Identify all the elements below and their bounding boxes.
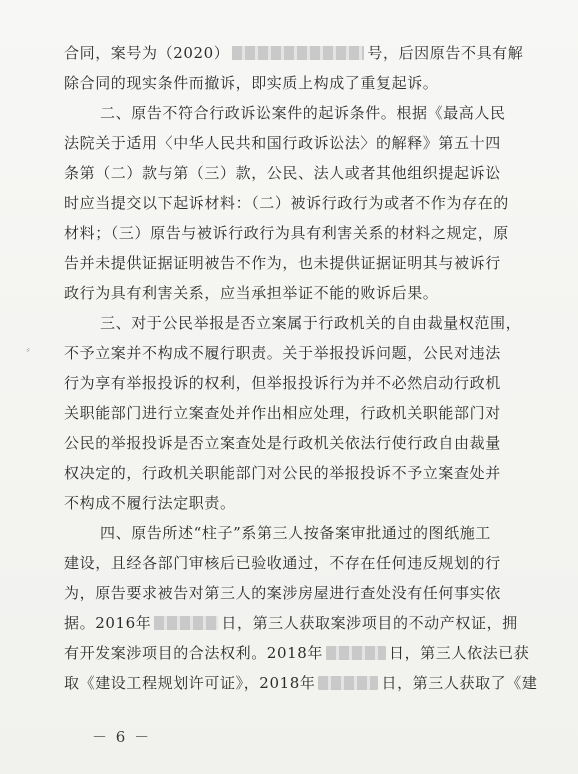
text-line-11: 不予立案并不构成不履行职责。关于举报投诉问题，公民对违法 (64, 344, 501, 362)
text-line-22: 取《建设工程规划许可证》，2018年 日，第三人获取了《建 (64, 674, 538, 692)
text-line-19: 为，原告要求被告对第三人的案涉房屋进行查处没有任何事实依 (64, 584, 501, 602)
text-line-7: 材料；（三）原告与被诉行政行为具有利害关系的材料之规定，原 (64, 224, 509, 242)
text-line-1: 合同，案号为（2020） 号，后因原告不具有解 (64, 44, 524, 62)
text-line-5: 条第（二）款与第（三）款，公民、法人或者其他组织提起诉讼 (64, 164, 501, 182)
redaction-block (232, 46, 364, 60)
text-line-20: 据。2016年 日，第三人获取案涉项目的不动产权证，拥 (64, 614, 518, 632)
page-number: － 6 － (92, 728, 152, 746)
redaction-block (154, 616, 218, 630)
text-line-12: 行为享有举报投诉的权利，但举报投诉行为并不必然启动行政机 (64, 374, 501, 392)
redaction-block (318, 676, 378, 690)
paragraph-4-start: 四、原告所述“柱子”系第三人按备案审批通过的图纸施工 (100, 524, 491, 542)
scan-artifact: ⸗ (24, 341, 32, 357)
text-line-4: 法院关于适用〈中华人民共和国行政诉讼法〉的解释》第五十四 (64, 134, 501, 152)
text-line-8: 告并未提供证据证明被告不作为，也未提供证据证明其与被诉行 (64, 254, 501, 272)
text-line-14: 公民的举报投诉是否立案查处是行政机关依法行使行政自由裁量 (64, 434, 501, 452)
text-line-21: 有开发案涉项目的合法权利。2018年 日，第三人依法已获 (64, 644, 530, 662)
text-line-16: 不构成不履行法定职责。 (64, 494, 236, 512)
text-line-6: 时应当提交以下起诉材料：（二）被诉行政行为或者不作为存在的 (64, 194, 509, 212)
paragraph-2-start: 二、原告不符合行政诉讼案件的起诉条件。根据《最高人民 (100, 104, 506, 122)
text-line-13: 关职能部门进行立案查处并作出相应处理，行政机关职能部门对 (64, 404, 501, 422)
text-line-18: 建设，且经各部门审核后已验收通过，不存在任何违反规划的行 (64, 554, 501, 572)
text-line-15: 权决定的，行政机关职能部门对公民的举报投诉不予立案查处并 (64, 464, 501, 482)
text-line-9: 政行为具有利害关系，应当承担举证不能的败诉后果。 (64, 284, 439, 302)
paragraph-3-start: 三、对于公民举报是否立案属于行政机关的自由裁量权范围， (100, 314, 522, 332)
document-body (64, 38, 542, 698)
text-line-2: 除合同的现实条件而撤诉，即实质上构成了重复起诉。 (64, 74, 439, 92)
redaction-block (326, 646, 386, 660)
